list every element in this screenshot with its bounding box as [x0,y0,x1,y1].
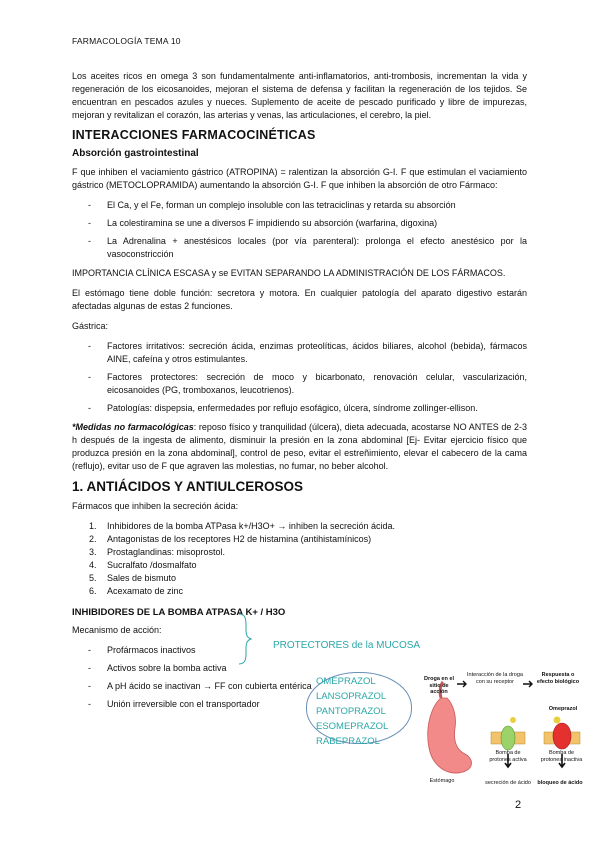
medidas-text: : reposo físico y tranquilidad (úlcera), dieta adecuada, acostarse NO ANTES de 2-3 h después de la ingesta de alimento, disminuir la presión en la zona abdominal [Ej- Evitar ejercicio físico que produzca presión en la zona abdominal], control de peso, evitar el estreñimiento, elevar el cabecero de la cama (reflujo), evitar uso de F que agraven las molestias, no fumar, no beber alcohol. [72,422,527,471]
ppi-figure [419,668,584,794]
antiacidos-intro: Fármacos que inhiben la secreción ácida: [72,501,239,511]
medidas-paragraph [72,421,527,473]
drug-name: ESOMEPRAZOL [316,721,389,732]
page-number: 2 [515,799,522,811]
page-content [72,70,527,717]
estomago-paragraph: El estómago tiene doble función: secretora y motora. En cualquier patología del aparato digestivo estarán afectadas algunas de estas 2 funciones. [72,288,527,311]
interacciones-title: INTERACCIONES FARMACOCINÉTICAS [72,128,316,142]
drug-name: RABEPRAZOL [316,736,380,747]
intro-paragraph: Los aceites ricos en omega 3 son fundamentalmente anti-inflamatorios, anti-trombosis, incrementan la vida y regeneración de los eicosanoides, mejoran el sistema de defensa y facilitan la regeneración de los tejidos. Se encuentran en pescados azules y nueces. Suplemento de aceite de pescado purificado y libre de impurezas, mejoran y revitalizan el corazón, las arterias y venas, las articulaciones, el cerebro, la piel. [72,71,527,120]
list-item: - El Ca, y el Fe, forman un complejo insoluble con las tetraciclinas y retarda su absorción [72,199,527,212]
list-item: 5. Sales de bismuto [89,573,177,583]
figure-drug-label: Omeprazol [548,706,578,712]
list-item: - Patologías: dispepsia, enfermedades por reflujo esofágico, úlcera, síndrome zollinger-ellison. [72,402,527,415]
figure-result2: bloqueo de ácido [537,780,583,786]
figure-pump-label: Bomba de protones activa [489,750,527,763]
mecanismo-list [72,644,332,711]
importancia-paragraph: IMPORTANCIA CLÍNICA ESCASA y se EVITAN SEPARANDO LA ADMINISTRACIÓN DE LOS FÁRMACOS. [72,268,506,278]
gastrica-list [72,340,527,415]
absorcion-list [72,199,527,261]
drug-name: LANSOPRAZOL [316,691,387,702]
protectores-note: PROTECTORES de la MUCOSA [273,640,421,651]
page-header: FARMACOLOGÍA TEMA 10 [72,36,181,46]
list-item: - La colestiramina se une a diversos F impidiendo su absorción (warfarina, digoxina) [72,217,527,230]
figure-step1: Droga en el sitio de acción [424,676,454,695]
mecanismo-label: Mecanismo de acción: [72,625,162,635]
list-item: 4. Sucralfato /dosmalfato [89,560,197,570]
list-item: 1. Inhibidores de la bomba ATPasa k+/H3O+ → inhiben la secreción ácida. [89,521,395,531]
list-item: - Factores protectores: secreción de moco y bicarbonato, renovación celular, vascularización, eicosanoides (PG, tromboxanos, leucotrienos). [72,371,527,397]
antiacidos-list [72,520,527,598]
list-item: - Activos sobre la bomba activa [72,662,332,675]
inhibidores-title: INHIBIDORES DE LA BOMBA ATPASA K+ / H3O [72,607,286,618]
list-item: 3. Prostaglandinas: misoprostol. [89,547,226,557]
list-item: 6. Acexamato de zinc [89,586,184,596]
figure-pump-blocked-label: Bomba de protones inactiva [540,750,583,763]
absorcion-paragraph: F que inhiben el vaciamiento gástrico (ATROPINA) = ralentizan la absorción G-I. F que estimulan el vaciamiento gástrico (METOCLOPRAMIDA) aumentando la absorción G-I. F que inhiben la absorción de otro Fármaco: [72,167,527,190]
figure-step3: Respuesta o efecto biológico [536,672,580,685]
list-item: - Factores irritativos: secreción ácida, enzimas proteolíticas, ácidos biliares, alcohol (bebida), fármacos AINE, cafeína y otros estimulantes. [72,340,527,366]
antiacidos-title: 1. ANTIÁCIDOS Y ANTIULCEROSOS [72,479,304,494]
ppi-drug-list [316,674,388,749]
figure-stomach-label: Estómago [429,778,455,784]
medidas-label: *Medidas no farmacológicas [72,422,194,432]
list-item: - Profármacos inactivos [72,644,332,657]
list-item: 2. Antagonistas de los receptores H2 de histamina (antihistamínicos) [89,534,372,544]
absorcion-subtitle: Absorción gastrointestinal [72,148,199,159]
drug-name: PANTOPRAZOL [316,706,386,717]
list-item: - A pH ácido se inactivan → FF con cubierta entérica [72,680,332,693]
brace-annotation [237,612,253,666]
figure-result1: secreción de ácido [485,780,531,786]
list-item: - La Adrenalina + anestésicos locales (por vía parenteral): prolonga el efecto anestésico por la vasoconstricción [72,235,527,261]
list-item: - Unión irreversible con el transportador [72,698,332,711]
figure-step2: Interacción de la droga con su receptor [467,672,523,685]
drug-name: OMEPRAZOL [316,676,376,687]
gastrica-label: Gástrica: [72,321,109,331]
